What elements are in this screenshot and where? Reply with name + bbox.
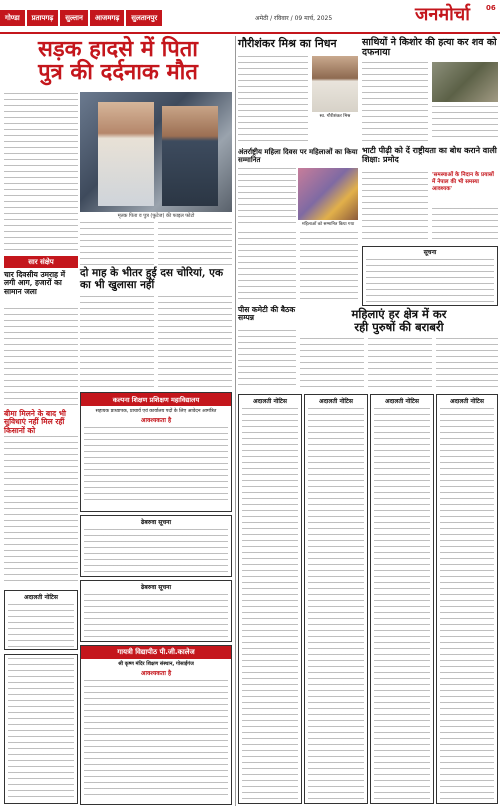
dhebar-notice-2-text [84, 594, 228, 642]
college-ad-text [84, 427, 228, 501]
gayatri-ad [80, 645, 232, 805]
lead-headline-line2: पुत्र की दर्दनाक मौत [38, 59, 198, 86]
obituary-photo [312, 56, 358, 112]
court-notice-title: अदालती नोटिस [24, 594, 58, 601]
photo-person-1 [98, 102, 154, 206]
summary-item-2: बीमा मिलने के बाद भी सुविधाएं नहीं मिल रहीं किसानों को [4, 409, 66, 435]
obituary-headline: गौरीशंकर मिश्र का निधन [238, 37, 337, 50]
notice-left-2 [4, 654, 78, 804]
murder-text-2 [432, 106, 498, 142]
women-equality-text-2 [368, 338, 432, 390]
women-equality-headline [300, 308, 498, 333]
court-notice-grid-1 [238, 394, 302, 804]
women-headline-line2: रही पुरुषों की बराबरी [354, 319, 444, 334]
court-notice-1-title: अदालती नोटिस [253, 398, 287, 405]
peace-committee-text [238, 330, 296, 390]
dhebar-notice-2-title: ढेबरुवा सूचना [140, 584, 172, 591]
lead-photo-caption: मृतक पिता व पुत्र (फुटेज) की फाइल फोटो [117, 213, 195, 219]
masthead [0, 0, 500, 34]
obituary-photo-caption: स्व. गौरीशंकर मिश्र [319, 114, 351, 119]
peace-committee-headline: पीस कमेटी की बैठक सम्पन्न [238, 305, 296, 323]
college-ad-title: कल्पना शिक्षण प्रशिक्षण महाविद्यालय [81, 393, 231, 406]
education-text-2 [432, 208, 498, 242]
education-side-head: 'समस्याओं के निदान के प्रयासों में नेपाल की भी समस्या आवश्यक' [432, 172, 494, 192]
court-notice-4-text [440, 408, 494, 804]
dhebar-notice-title: ढेबरुवा सूचना [140, 519, 172, 526]
center-story-text [238, 232, 296, 304]
summary-item-2-text [4, 436, 78, 586]
court-notice-4-title: अदालती नोटिस [450, 398, 484, 405]
public-notice [362, 246, 498, 306]
lead-story-text [4, 93, 78, 253]
murder-photo [432, 62, 498, 102]
district-tab[interactable]: सुलतानपुर [126, 10, 162, 26]
college-ad-required: आवश्यकता है [140, 417, 172, 424]
court-notice-2-text [308, 408, 364, 804]
district-tabs [0, 10, 164, 26]
lead-photo [80, 92, 232, 212]
court-notice-3-title: अदालती नोटिस [385, 398, 419, 405]
murder-text [362, 62, 428, 142]
dhebar-notice-text [84, 529, 228, 577]
theft-story-text [80, 296, 154, 388]
court-notice-text [8, 604, 74, 650]
court-notice-left [4, 590, 78, 650]
gayatri-ad-text [84, 680, 228, 798]
district-tab[interactable]: सुल्तान [60, 10, 88, 26]
public-notice-title: सूचना [423, 249, 437, 256]
lead-headline [4, 38, 232, 84]
dhebar-notice-1 [80, 515, 232, 577]
education-headline: भाटी पीढ़ी को दें राष्ट्रीयता का बोध कराने वाली शिक्षा: प्रमोद [362, 145, 497, 164]
district-tab[interactable]: प्रतापगढ़ [27, 10, 59, 26]
summary-item-1-text [4, 308, 78, 406]
women-equality-text-3 [436, 338, 498, 390]
district-tab[interactable]: गोण्डा [0, 10, 25, 26]
education-text [362, 172, 428, 242]
lead-story-text-2 [80, 222, 154, 266]
page-number: 06 [486, 4, 496, 12]
summary-item-1: चार दिवसीय उमराह में लगी आग, हजारों का सामान जला [4, 270, 66, 296]
court-notice-grid-4 [436, 394, 498, 804]
womens-day-photo [298, 168, 358, 220]
dhebar-notice-2 [80, 580, 232, 642]
women-headline-line1: महिलाएं हर क्षेत्र में कर [351, 307, 447, 321]
district-tab[interactable]: आजमगढ़ [90, 10, 124, 26]
lead-story-text-3 [158, 222, 232, 266]
gayatri-ad-sub: श्री कृष्ण मंदिर शिक्षण संस्थान, गोसाईगंज [118, 661, 194, 667]
college-ad [80, 392, 232, 512]
college-ad-sub: सहायक प्राध्यापक, प्राचार्य एवं कार्यालय पदों के लिए आवेदन आमंत्रित [95, 409, 217, 414]
public-notice-text [366, 259, 494, 305]
court-notice-2-title: अदालती नोटिस [319, 398, 353, 405]
court-notice-grid-3 [370, 394, 434, 804]
murder-headline: साथियों ने किशोर की हत्या कर शव को दफनाया [362, 37, 497, 59]
theft-story-text-2 [158, 296, 232, 388]
column-rule [235, 36, 236, 806]
womens-day-headline: अंतर्राष्ट्रीय महिला दिवस पर महिलाओं का किया सम्मानित [238, 147, 358, 164]
dateline: अमेठी / रविवार / 09 मार्च, 2025 [255, 15, 333, 22]
newspaper-logo: जनमोर्चा [415, 4, 470, 25]
women-equality-text [300, 338, 364, 390]
lead-headline-line1: सड़क हादसे में पिता [37, 36, 199, 62]
womens-day-text [238, 168, 296, 228]
womens-day-photo-caption: महिलाओं को सम्मानित किया गया [301, 222, 355, 227]
summary-tag: सार संक्षेप [4, 256, 78, 268]
court-notice-grid-2 [304, 394, 368, 804]
obituary-text [238, 56, 308, 146]
photo-person-2 [162, 106, 218, 206]
gayatri-ad-title: गायत्री विद्यापीठ पी.जी.कालेज [81, 646, 231, 659]
court-notice-1-text [242, 408, 298, 804]
center-story-text-2 [300, 232, 358, 304]
gayatri-ad-required: आवश्यकता है [140, 670, 172, 677]
theft-headline: दो माह के भीतर हुई दस चोरियां, एक का भी खुलासा नहीं [80, 267, 224, 291]
notice-left-2-text [8, 658, 74, 800]
court-notice-3-text [374, 408, 430, 804]
